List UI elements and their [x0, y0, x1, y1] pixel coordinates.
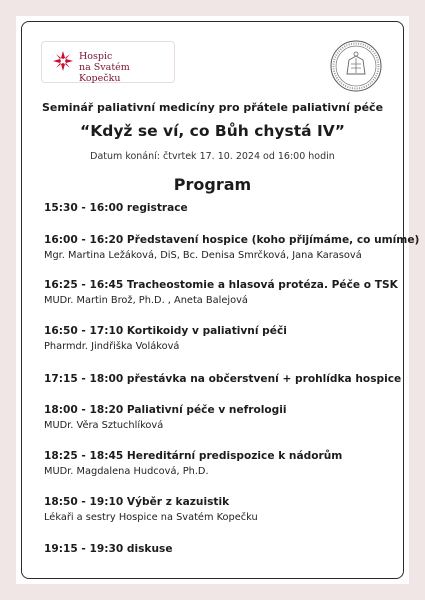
program-item	[44, 201, 394, 216]
program-item	[44, 233, 420, 263]
program-item-title: 16:00 - 16:20 Představení hospice (koho přijímáme, co umíme)	[44, 234, 420, 246]
program-item-title: 18:00 - 18:20 Paliativní péče v nefrologii	[44, 404, 287, 416]
program-item	[44, 542, 394, 557]
program-item	[44, 372, 402, 387]
program-item-speakers: Pharmdr. Jindřiška Voláková	[44, 341, 180, 352]
hospice-logo-line1: Hospic	[79, 51, 113, 62]
hospice-logo-text	[79, 51, 174, 84]
hospice-logo	[42, 42, 174, 82]
program-item	[44, 324, 394, 354]
seminar-title: “Když se ví, co Bůh chystá IV”	[80, 122, 345, 140]
program-item-title: 16:25 - 16:45 Tracheostomie a hlasová protéza. Péče o TSK	[44, 279, 398, 291]
program-item-speakers: MUDr. Martin Brož, Ph.D. , Aneta Balejová	[44, 295, 248, 306]
program-item-speakers: Mgr. Martina Ležáková, DiS, Bc. Denisa Smrčková, Jana Karasová	[44, 250, 362, 261]
program-item-title: 18:25 - 18:45 Hereditární predispozice k nádorům	[44, 450, 343, 462]
university-seal-icon	[330, 40, 382, 92]
hospice-logo-line2: na Svatém Kopečku	[79, 62, 130, 84]
program-item-speakers: MUDr. Magdalena Hudcová, Ph.D.	[44, 466, 209, 477]
program-item-title: 19:15 - 19:30 diskuse	[44, 543, 173, 555]
program-item	[44, 278, 398, 308]
program-heading: Program	[173, 175, 252, 194]
program-item-title: 16:50 - 17:10 Kortikoidy v paliativní péči	[44, 325, 287, 337]
program-item-speakers: MUDr. Věra Sztuchlíková	[44, 420, 164, 431]
program-item-title: 17:15 - 18:00 přestávka na občerstvení + prohlídka hospice	[44, 373, 402, 385]
program-item-speakers: Lékaři a sestry Hospice na Svatém Kopečku	[44, 512, 258, 523]
program-item	[44, 403, 394, 433]
caritas-cross-icon	[52, 50, 74, 72]
program-item	[44, 449, 394, 479]
event-date: Datum konání: čtvrtek 17. 10. 2024 od 16:00 hodin	[90, 151, 335, 162]
program-item	[44, 495, 394, 525]
seminar-subtitle: Seminář paliativní medicíny pro přátele paliativní péče	[41, 101, 384, 114]
program-item-title: 15:30 - 16:00 registrace	[44, 202, 188, 214]
program-item-title: 18:50 - 19:10 Výběr z kazuistik	[44, 496, 230, 508]
